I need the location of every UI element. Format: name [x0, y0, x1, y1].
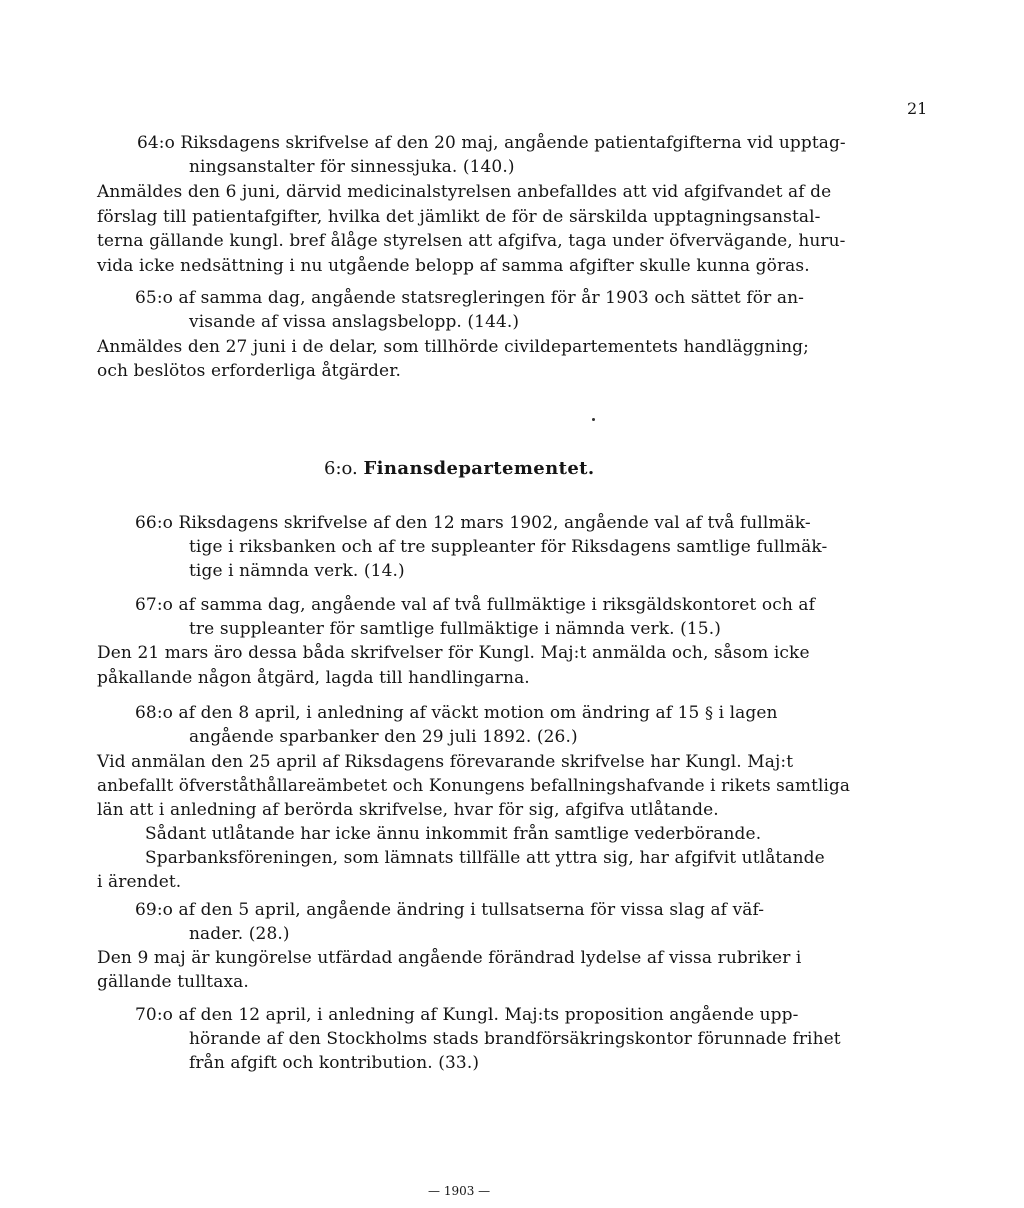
text-line: nader. (28.)	[189, 924, 290, 944]
text-segment: i lagen	[718, 703, 778, 723]
text-line: Anmäldes den 27 juni i de delar, som tillhörde civildepartementets handläggning;	[97, 337, 809, 357]
text-line: ningsanstalter för sinnessjuka. (140.)	[189, 157, 515, 177]
text-line: terna gällande kungl. bref ålåge styrelsen att afgifva, taga under öfvervägande, huru-	[97, 231, 846, 251]
text-line: visande af vissa anslagsbelopp. (144.)	[189, 312, 520, 332]
text-line: från afgift och kontribution. (33.)	[189, 1053, 480, 1073]
text-line: 66:o Riksdagens skrifvelse af den 12 mars 1902, angående val af två fullmäk-	[135, 513, 811, 533]
text-line: Sådant utlåtande har icke ännu inkommit från samtlige vederbörande.	[145, 824, 762, 844]
text-line	[135, 702, 778, 724]
text-line: angående sparbanker den 29 juli 1892. (26.)	[189, 727, 578, 747]
text-line: tige i nämnda verk. (14.)	[189, 561, 405, 581]
text-line: påkallande någon åtgärd, lagda till handlingarna.	[97, 668, 530, 688]
page-footer: — 1903 —	[428, 1184, 491, 1198]
text-line: 67:o af samma dag, angående val af två fullmäktige i riksgäldskontoret och af	[135, 595, 816, 615]
text-line: och beslötos erforderliga åtgärder.	[97, 361, 402, 381]
text-line: vida icke nedsättning i nu utgående belopp af samma afgifter skulle kunna göras.	[97, 256, 810, 276]
section-number: 6:o.	[324, 458, 358, 479]
section-heading	[324, 458, 595, 480]
text-line: tige i riksbanken och af tre suppleanter för Riksdagens samtlige fullmäk-	[189, 537, 828, 557]
text-line: anbefallt öfverståthållareämbetet och Konungens befallningshafvande i rikets samtliga	[97, 776, 851, 796]
section-title: Finansdepartementet.	[363, 458, 595, 479]
text-line: Anmäldes den 6 juni, därvid medicinalstyrelsen anbefalldes att vid afgifvandet af de	[97, 182, 832, 202]
text-line: förslag till patientafgifter, hvilka det jämlikt de för de särskilda upptagningsanstal-	[97, 207, 821, 227]
text-line: i ärendet.	[97, 872, 182, 892]
section-sign: §	[704, 703, 714, 722]
text-line: 64:o Riksdagens skrifvelse af den 20 maj, angående patientafgifterna vid upptag-	[137, 133, 846, 153]
text-segment: 68:o af den 8 april, i anledning af väckt motion om ändring af 15	[135, 703, 700, 723]
text-line: Den 9 maj är kungörelse utfärdad angående förändrad lydelse af vissa rubriker i	[97, 948, 802, 968]
text-line: hörande af den Stockholms stads brandförsäkringskontor förunnade frihet	[189, 1029, 841, 1049]
text-line: län att i anledning af berörda skrifvelse, hvar för sig, afgifva utlåtande.	[97, 800, 719, 820]
text-line: 65:o af samma dag, angående statsregleringen för år 1903 och sättet för an-	[135, 288, 804, 308]
text-line: Sparbanksföreningen, som lämnats tillfälle att yttra sig, har afgifvit utlåtande	[145, 848, 825, 868]
text-line: Den 21 mars äro dessa båda skrifvelser för Kungl. Maj:t anmälda och, såsom icke	[97, 643, 810, 663]
text-line: tre suppleanter för samtlige fullmäktige i nämnda verk. (15.)	[189, 619, 721, 639]
text-line: gällande tulltaxa.	[97, 972, 249, 992]
text-line: Vid anmälan den 25 april af Riksdagens förevarande skrifvelse har Kungl. Maj:t	[97, 752, 794, 772]
text-line: 69:o af den 5 april, angående ändring i tullsatserna för vissa slag af väf-	[135, 900, 765, 920]
text-line: 70:o af den 12 april, i anledning af Kungl. Maj:ts proposition angående upp-	[135, 1005, 799, 1025]
page-number: 21	[907, 99, 928, 118]
print-speck	[592, 418, 595, 421]
